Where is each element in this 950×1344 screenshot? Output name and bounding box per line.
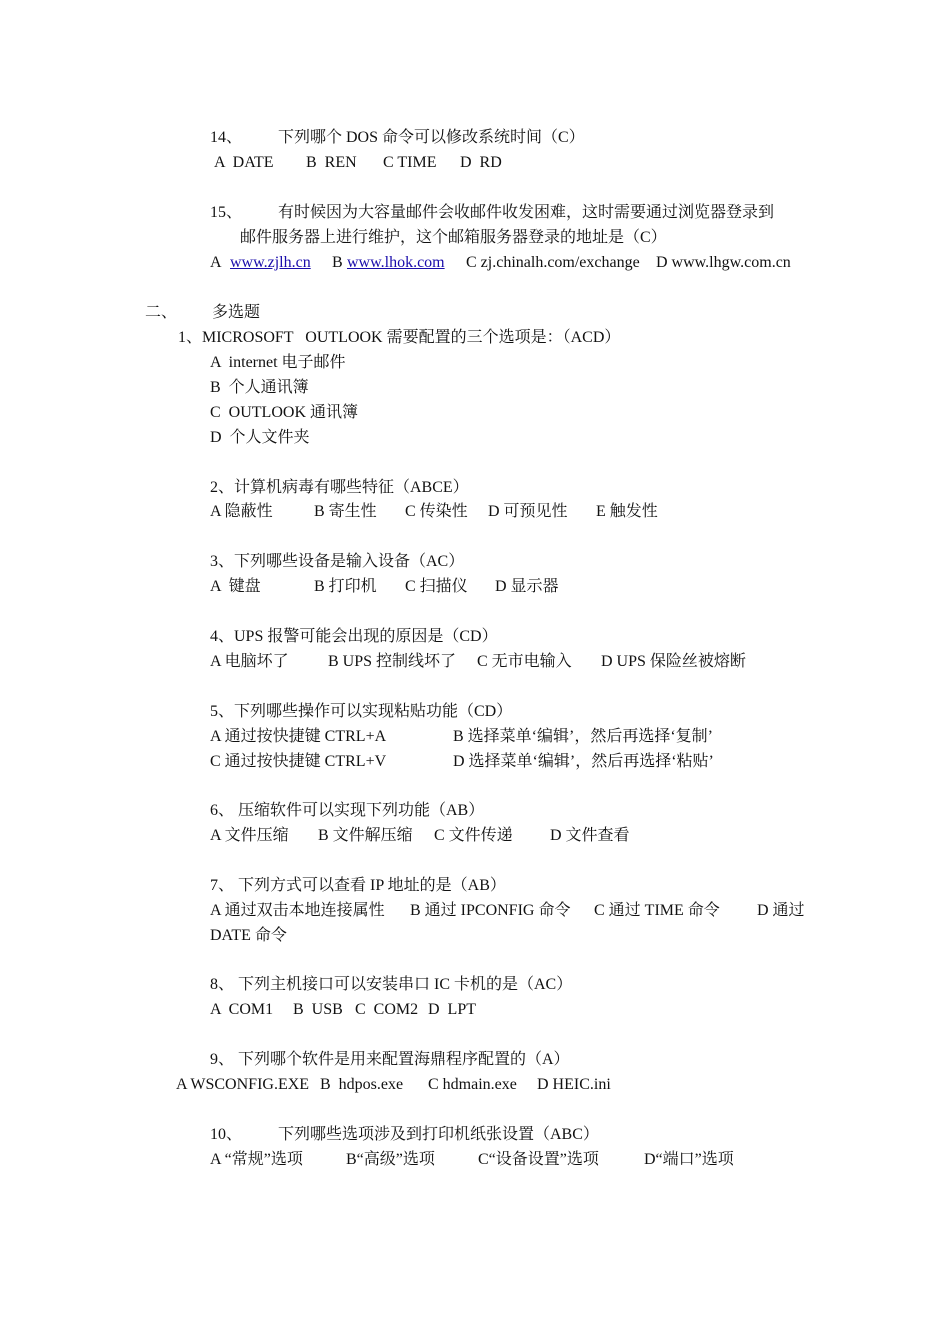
q15-option-d: D www.lhgw.com.cn [656,254,791,271]
m5-option-b: B 选择菜单‘编辑’，然后再选择‘复制’ [453,728,713,745]
m7-option-b: B 通过 IPCONFIG 命令 [410,902,571,919]
m7-question: 7、 下列方式可以查看 IP 地址的是（AB） [210,877,506,894]
m9-option-a: A WSCONFIG.EXE [176,1076,310,1093]
m6-option-c: C 文件传递 [434,827,513,844]
m1-option-c: C OUTLOOK 通讯簿 [210,404,358,421]
q14-option-d: D RD [460,154,502,171]
m2-option-d: D 可预见性 [488,503,568,520]
q15-option-a-prefix: A [210,254,222,271]
m4-question: 4、UPS 报警可能会出现的原因是（CD） [210,628,498,645]
m4-option-a: A 电脑坏了 [210,653,289,670]
m3-question: 3、下列哪些设备是输入设备（AC） [210,553,465,570]
m10-option-a: A “常规”选项 [210,1151,303,1168]
section2-number: 二、 [145,304,178,321]
q15-question-line2: 邮件服务器上进行维护，这个邮箱服务器登录的地址是（C） [240,229,667,246]
m6-question: 6、 压缩软件可以实现下列功能（AB） [210,802,485,819]
q15-question-line1: 有时候因为大容量邮件会收邮件收发困难，这时需要通过浏览器登录到 [278,204,775,221]
m10-option-b: B“高级”选项 [346,1151,435,1168]
m2-option-b: B 寄生性 [314,503,377,520]
m4-option-b: B UPS 控制线坏了 [328,653,457,670]
m8-option-d: D LPT [428,1001,476,1018]
m5-option-d: D 选择菜单‘编辑’，然后再选择‘粘贴’ [453,753,714,770]
q14-option-a: A DATE [214,154,274,171]
m7-option-d: D 通过 [757,902,805,919]
q15-option-c: C zj.chinalh.com/exchange [466,254,640,271]
q14-option-b: B REN [306,154,357,171]
m10-question: 下列哪些选项涉及到打印机纸张设置（ABC） [278,1126,599,1143]
m9-option-c: C hdmain.exe [428,1076,517,1093]
q14-number: 14、 [210,129,243,146]
m8-option-a: A COM1 [210,1001,274,1018]
m2-option-e: E 触发性 [596,503,658,520]
m2-option-a: A 隐蔽性 [210,503,273,520]
m4-option-c: C 无市电输入 [477,653,572,670]
q15-option-b-prefix: B [332,254,343,271]
m1-option-d: D 个人文件夹 [210,429,310,446]
m3-option-c: C 扫描仪 [405,578,468,595]
m6-option-a: A 文件压缩 [210,827,289,844]
m9-option-d: D HEIC.ini [537,1076,611,1093]
q15-option-b-link[interactable]: www.lhok.com [347,254,445,271]
m10-option-c: C“设备设置”选项 [478,1151,599,1168]
m9-question: 9、 下列哪个软件是用来配置海鼎程序配置的（A） [210,1051,570,1068]
section2-title: 多选题 [212,304,261,321]
q14-option-c: C TIME [383,154,437,171]
m5-question: 5、下列哪些操作可以实现粘贴功能（CD） [210,703,513,720]
m10-option-d: D“端口”选项 [644,1151,734,1168]
m1-question: 1、MICROSOFT OUTLOOK 需要配置的三个选项是：（ACD） [178,329,621,346]
m6-option-d: D 文件查看 [550,827,630,844]
m2-question: 2、计算机病毒有哪些特征（ABCE） [210,479,469,496]
m1-option-a: A internet 电子邮件 [210,354,346,371]
m4-option-d: D UPS 保险丝被熔断 [601,653,746,670]
m1-option-b: B 个人通讯簿 [210,379,309,396]
m5-option-a: A 通过按快捷键 CTRL+A [210,728,387,745]
m6-option-b: B 文件解压缩 [318,827,413,844]
m9-option-b: B hdpos.exe [320,1076,404,1093]
q15-option-a-link[interactable]: www.zjlh.cn [230,254,311,271]
m8-question: 8、 下列主机接口可以安装串口 IC 卡机的是（AC） [210,976,573,993]
m2-option-c: C 传染性 [405,503,468,520]
q15-number: 15、 [210,204,243,221]
m3-option-a: A 键盘 [210,578,261,595]
m7-option-d-continuation: DATE 命令 [210,927,287,944]
m3-option-d: D 显示器 [495,578,559,595]
m5-option-c: C 通过按快捷键 CTRL+V [210,753,387,770]
q14-question: 下列哪个 DOS 命令可以修改系统时间（C） [278,129,585,146]
m10-number: 10、 [210,1126,243,1143]
m7-option-c: C 通过 TIME 命令 [594,902,720,919]
m8-option-b: B USB [293,1001,343,1018]
m3-option-b: B 打印机 [314,578,377,595]
m8-option-c: C COM2 [355,1001,419,1018]
m7-option-a: A 通过双击本地连接属性 [210,902,385,919]
